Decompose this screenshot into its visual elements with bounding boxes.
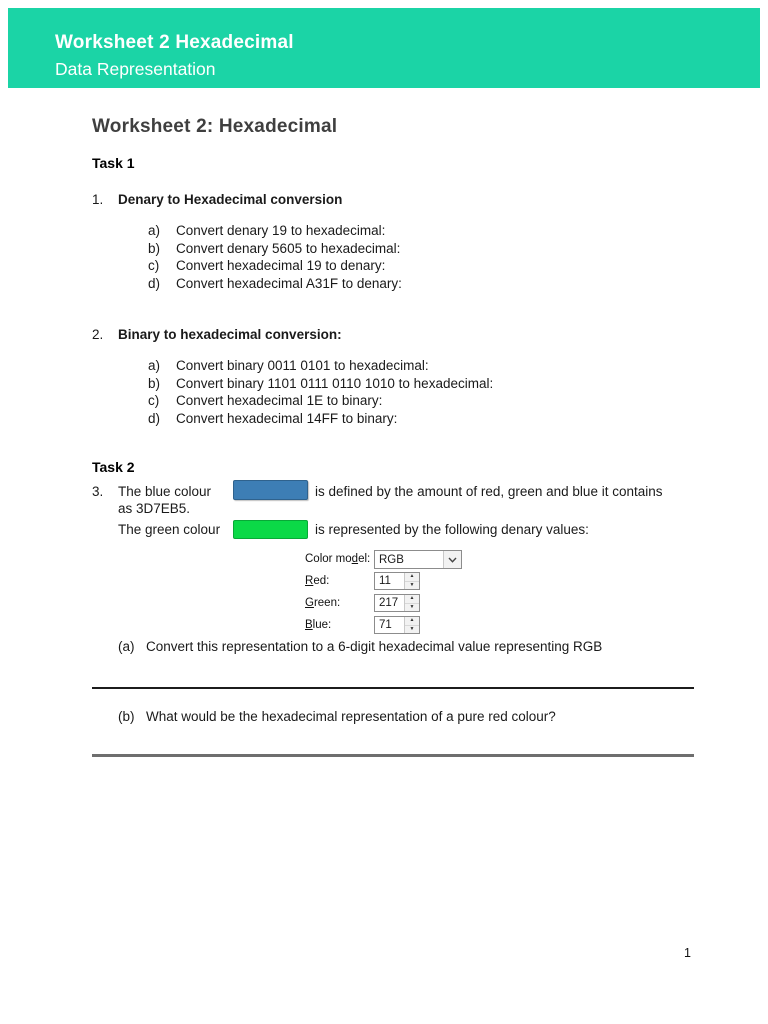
item-letter: c): [148, 393, 160, 408]
sub-question-text: Convert this representation to a 6-digit hexadecimal value representing RGB: [146, 639, 603, 654]
answer-line-b: [92, 754, 694, 757]
list-item: [148, 357, 493, 375]
label-mnemonic: R: [305, 575, 314, 587]
list-item: [148, 392, 493, 410]
header-subtitle: Data Representation: [55, 59, 216, 79]
chevron-down-icon: [448, 557, 457, 563]
answer-line-a: [92, 687, 694, 689]
item-text: Convert hexadecimal A31F to denary:: [176, 275, 402, 291]
blue-value[interactable]: 71: [379, 619, 392, 631]
question-1-title: Denary to Hexadecimal conversion: [118, 192, 343, 207]
red-value[interactable]: 11: [379, 575, 391, 587]
sub-question-text: What would be the hexadecimal representation of a pure red colour?: [146, 709, 556, 724]
question-2-title: Binary to hexadecimal conversion:: [118, 327, 342, 342]
task1-heading: Task 1: [92, 155, 135, 171]
blue-color-swatch: [233, 480, 308, 500]
question-3-number: 3.: [92, 484, 104, 499]
question-2: [92, 327, 342, 342]
spinner-up-icon[interactable]: ▲: [405, 617, 419, 626]
label-text: Color mo: [305, 553, 352, 565]
label-text: el:: [358, 553, 371, 565]
sub-question-b: [118, 709, 556, 724]
item-letter: d): [148, 410, 161, 426]
green-sentence-pre: The green colour: [118, 522, 221, 537]
item-letter: b): [148, 375, 161, 391]
list-item: [148, 240, 402, 258]
label-mnemonic: d: [351, 553, 359, 565]
blue-sentence-continuation: as 3D7EB5.: [118, 501, 191, 516]
blue-label: [305, 619, 331, 631]
spinner-down-icon[interactable]: ▼: [409, 581, 415, 588]
list-item: [148, 222, 402, 240]
green-spinner[interactable]: [374, 594, 420, 612]
page-title: Worksheet 2: Hexadecimal: [92, 116, 338, 137]
green-color-swatch: [233, 520, 308, 539]
red-label: [305, 575, 329, 587]
item-text: Convert binary 0011 0101 to hexadecimal:: [176, 358, 429, 373]
label-text: reen:: [313, 597, 341, 609]
list-item: [148, 375, 493, 393]
label-text: ed:: [313, 575, 330, 587]
label-text: lue:: [312, 619, 332, 631]
sub-question-letter: (a): [118, 639, 135, 654]
spinner-buttons: [404, 573, 419, 589]
spinner-down-icon[interactable]: ▼: [409, 603, 415, 610]
item-text: Convert hexadecimal 19 to denary:: [176, 258, 386, 273]
sub-question-a: [118, 639, 602, 654]
spinner-buttons: [404, 595, 419, 611]
spinner-down-icon[interactable]: ▼: [409, 625, 415, 632]
item-letter: c): [148, 258, 160, 273]
header-banner: [8, 8, 760, 88]
red-spinner[interactable]: [374, 572, 420, 590]
item-text: Convert denary 19 to hexadecimal:: [176, 223, 386, 238]
header-title: Worksheet 2 Hexadecimal: [55, 32, 294, 53]
list-item: [148, 275, 402, 293]
item-text: Convert hexadecimal 1E to binary:: [176, 393, 383, 408]
green-label: [305, 597, 340, 609]
blue-spinner[interactable]: [374, 616, 420, 634]
spinner-up-icon[interactable]: ▲: [405, 595, 419, 604]
item-letter: d): [148, 275, 161, 291]
task2-heading: Task 2: [92, 459, 135, 475]
sub-question-letter: (b): [118, 709, 135, 724]
green-sentence-post: is represented by the following denary values:: [315, 522, 589, 537]
question-1-number: 1.: [92, 192, 104, 207]
color-model-value: RGB: [379, 553, 404, 566]
item-letter: a): [148, 358, 161, 373]
item-text: Convert hexadecimal 14FF to binary:: [176, 410, 398, 426]
item-letter: b): [148, 240, 161, 256]
color-model-dropdown[interactable]: [374, 550, 462, 569]
item-text: Convert binary 1101 0111 0110 1010 to hexadecimal:: [176, 375, 494, 391]
question-2-number: 2.: [92, 327, 104, 342]
spinner-buttons: [404, 617, 419, 633]
color-model-label: [305, 553, 370, 565]
blue-sentence-pre: The blue colour: [118, 484, 212, 499]
list-item: [148, 410, 493, 428]
item-letter: a): [148, 223, 161, 238]
green-value[interactable]: 217: [379, 597, 399, 609]
label-mnemonic: B: [305, 619, 313, 631]
spinner-up-icon[interactable]: ▲: [405, 573, 419, 582]
page-number: 1: [684, 946, 691, 960]
blue-sentence-post: is defined by the amount of red, green and blue it contains: [315, 484, 663, 499]
label-mnemonic: G: [305, 597, 314, 609]
question-1-items: [148, 222, 402, 292]
item-text: Convert denary 5605 to hexadecimal:: [176, 240, 401, 256]
dropdown-button[interactable]: [443, 551, 461, 568]
list-item: [148, 257, 402, 275]
question-2-items: [148, 357, 493, 427]
question-1: [92, 192, 342, 207]
